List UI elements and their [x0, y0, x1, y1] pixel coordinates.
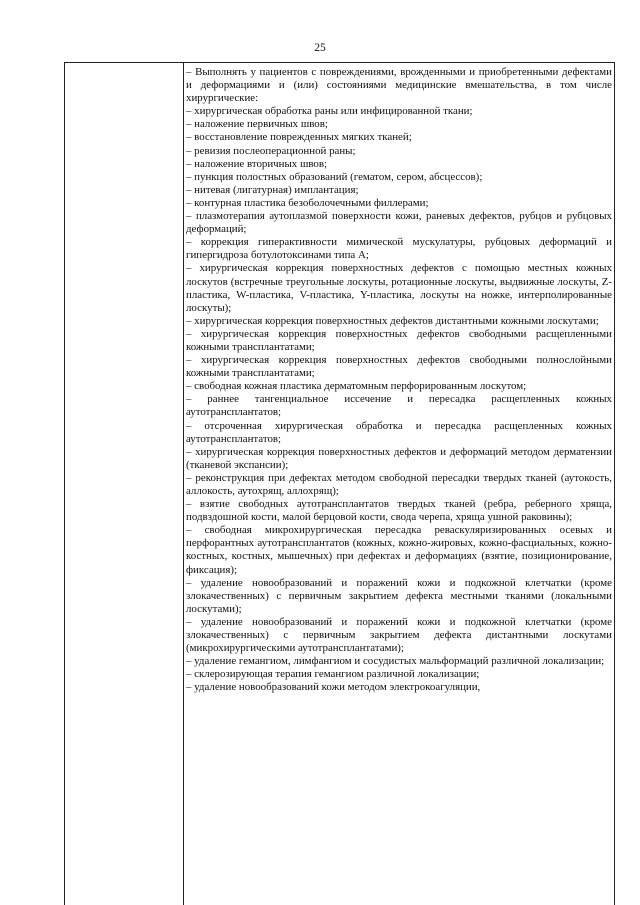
list-item: – пункция полостных образований (гематом, сером, абсцессов); — [186, 170, 483, 183]
table-left-cell — [65, 63, 184, 905]
list-item: – хирургическая коррекция поверхностных дефектов дистантными кожными лоскутами; — [186, 314, 599, 327]
list-item: – реконструкция при дефектах методом свободной пересадки твердых тканей (аутокость, аллокость, аутохрящ, аллохрящ); — [186, 471, 612, 497]
list-item: – коррекция гиперактивности мимической мускулатуры, рубцовых деформаций и гипергидроза ботулотоксинами типа А; — [186, 236, 612, 262]
list-item: – нитевая (лигатурная) имплантация; — [186, 183, 359, 196]
list-item: – раннее тангенциальное иссечение и пересадка расщепленных кожных аутотрансплантатов; — [186, 393, 612, 419]
requirements-table — [64, 62, 615, 905]
list-item: – хирургическая коррекция поверхностных дефектов и деформаций методом дерматензии (тканевой экспансии); — [186, 445, 612, 471]
list-item: – хирургическая коррекция поверхностных дефектов свободными полнослойными кожными трансплантатами; — [186, 354, 612, 380]
list-item: – отсроченная хирургическая обработка и пересадка расщепленных кожных аутотрансплантатов; — [186, 419, 612, 445]
list-item: – удаление новообразований и поражений кожи и подкожной клетчатки (кроме злокачественных) с первичным закрытием дефекта дистантными лоскутами (микрохирургическими аутотрансплантатами); — [186, 615, 612, 655]
list-item: – удаление новообразований кожи методом электрокоагуляции, — [186, 681, 481, 694]
list-item: – хирургическая коррекция поверхностных дефектов с помощью местных кожных лоскутов (встречные треугольные лоскуты, ротационные лоскуты, выдвижные лоскуты, Z-пластика, W-пластика, V-пластика, Y-пластика, лоскуты на ножке, интерполированные лоскуты); — [186, 262, 612, 314]
list-item: – контурная пластика безоболочечными филлерами; — [186, 196, 429, 209]
list-item: – свободная кожная пластика дерматомным перфорированным лоскутом; — [186, 380, 527, 393]
list-item: – свободная микрохирургическая пересадка реваскуляризированных осевых и перфорантных аутотрансплантатов (кожных, кожно-жировых, кожно-фасциальных, кожно-костных, костных, мышечных) при дефектах и деформациях (взятие, позиционирование, фиксация); — [186, 524, 612, 576]
list-item: – ревизия послеоперационной раны; — [186, 144, 356, 157]
list-item: – восстановление поврежденных мягких тканей; — [186, 131, 412, 144]
list-item: – Выполнять у пациентов с повреждениями, врожденными и приобретенными дефектами и деформациями и (или) состояниями медицинские вмешательства, в том числе хирургические: — [186, 66, 612, 105]
page-number: 25 — [314, 42, 326, 54]
list-item: – плазмотерапия аутоплазмой поверхности кожи, раневых дефектов, рубцов и рубцовых деформаций; — [186, 210, 612, 236]
list-item: – наложение первичных швов; — [186, 118, 328, 131]
list-item: – хирургическая коррекция поверхностных дефектов свободными расщепленными кожными трансплантатами; — [186, 327, 612, 353]
list-item: – наложение вторичных швов; — [186, 157, 328, 170]
list-item: – хирургическая обработка раны или инфицированной ткани; — [186, 105, 473, 118]
table-right-cell — [186, 66, 612, 695]
list-item: – удаление гемангиом, лимфангиом и сосудистых мальформаций различной локализации; — [186, 655, 605, 668]
list-item: – удаление новообразований и поражений кожи и подкожной клетчатки (кроме злокачественных) с первичным закрытием дефекта местными тканями (локальными лоскутами); — [186, 576, 612, 615]
list-item: – взятие свободных аутотрансплантатов твердых тканей (ребра, реберного хряща, подвздошной кости, малой берцовой кости, свода черепа, хряща ушной раковины); — [186, 498, 612, 524]
list-item: – склерозирующая терапия гемангиом различной локализации; — [186, 668, 480, 681]
